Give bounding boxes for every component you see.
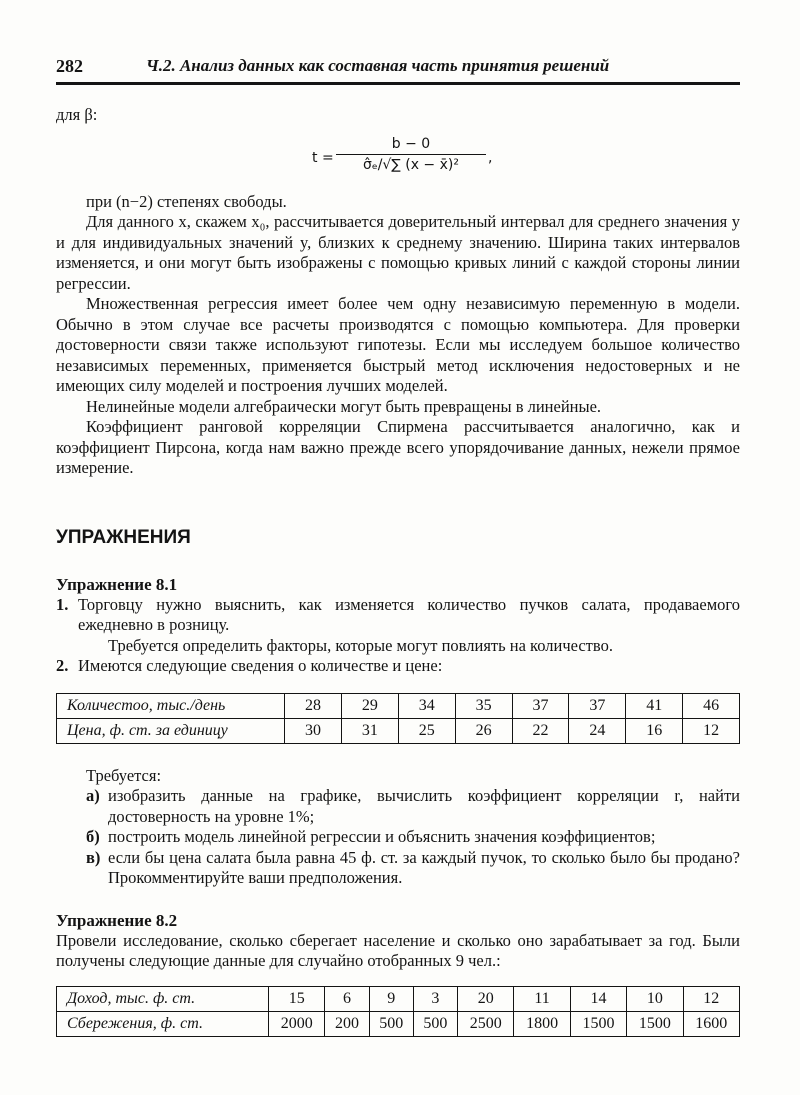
task-marker: в) xyxy=(86,847,101,867)
exercise-8-2-title: Упражнение 8.2 xyxy=(56,910,178,930)
table-cell: 25 xyxy=(398,718,455,743)
formula-denominator: σ̂ₑ/√∑ (x − x̄)² xyxy=(363,156,459,173)
income-savings-table xyxy=(56,986,740,1037)
table-cell: 14 xyxy=(570,986,626,1011)
table-cell: 15 xyxy=(269,986,325,1011)
task-text: построить модель линейной регрессии и объяснить значения коэффициентов; xyxy=(108,827,656,846)
book-page xyxy=(56,52,740,1037)
formula-intro: для β: xyxy=(56,105,98,124)
table-cell: 20 xyxy=(458,986,514,1011)
item-marker: 2. xyxy=(56,656,69,675)
exercise-8-1-item-1-sub xyxy=(56,636,740,657)
paragraph-confidence-interval: Для данного x, скажем x₀, рассчитывается доверительный интервал для среднего значения y и для индивидуальных значений y, близких к среднему значению. Ширина таких интервалов изменяется, и они могут быть изображены с помощью кривых линий с каждой стороны линии регрессии. xyxy=(56,212,740,293)
exercise-8-1-title: Упражнение 8.1 xyxy=(56,574,178,594)
formula-fraction xyxy=(336,136,486,173)
table-cell: 37 xyxy=(569,693,626,718)
paragraph-spearman: Коэффициент ранговой корреляции Спирмена рассчитывается аналогично, как и коэффициент Пирсона, когда нам важно прежде всего упорядочивание данных, нежели прямое измерение. xyxy=(56,417,740,477)
item-marker: 1. xyxy=(56,594,69,614)
table-row xyxy=(57,1011,740,1036)
exercise-8-1-list xyxy=(56,595,740,677)
task-item xyxy=(86,848,740,889)
task-item xyxy=(86,786,740,827)
running-title: Ч.2. Анализ данных как составная часть принятия решений xyxy=(146,56,610,75)
paragraph-multiple-regression: Множественная регрессия имеет более чем одну независимую переменную в модели. Обычно в этом случае все расчеты производятся с помощью компьютера. Для проверки достоверности связи также используют гипотезы. Если мы исследуем большое количество независимых переменных, применяется быстрый метод исключения недостоверных и не имеющих силу моделей и построения лучших моделей. xyxy=(56,294,740,395)
task-item xyxy=(86,827,740,848)
exercise-8-2-text: Провели исследование, сколько сберегает население и сколько оно зарабатывает за год. Были получены следующие данные для случайно отобранных 9 чел.: xyxy=(56,930,740,970)
section-title: УПРАЖНЕНИЯ xyxy=(56,526,191,548)
table-cell: 2500 xyxy=(458,1011,514,1036)
table-cell: 22 xyxy=(512,718,569,743)
table-cell: 26 xyxy=(455,718,512,743)
item-text: Имеются следующие сведения о количестве и цене: xyxy=(78,656,443,675)
table-cell: 28 xyxy=(285,693,342,718)
task-marker: а) xyxy=(86,786,100,805)
quantity-price-table xyxy=(56,693,740,744)
table-cell: 12 xyxy=(683,986,739,1011)
task-text: если бы цена салата была равна 45 ф. ст. за каждый пучок, то сколько было бы продано? Прокомментируйте ваши предположения. xyxy=(108,847,740,887)
table-cell: 1800 xyxy=(514,1011,570,1036)
table-cell: 24 xyxy=(569,718,626,743)
table-cell: 31 xyxy=(341,718,398,743)
formula-comma: , xyxy=(488,149,493,166)
table-cell: 12 xyxy=(683,718,740,743)
table-cell: 1600 xyxy=(683,1011,739,1036)
t-statistic-formula xyxy=(56,126,740,192)
paragraph-nonlinear-models: Нелинейные модели алгебраически могут быть превращены в линейные. xyxy=(86,396,602,416)
formula-lhs: t = xyxy=(312,149,334,166)
table-cell: 11 xyxy=(514,986,570,1011)
table-cell: 30 xyxy=(285,718,342,743)
task-marker: б) xyxy=(86,827,100,846)
row-label: Доход, тыс. ф. ст. xyxy=(57,986,269,1011)
table-cell: 500 xyxy=(413,1011,457,1036)
table-cell: 2000 xyxy=(269,1011,325,1036)
exercise-8-1-item-2 xyxy=(56,656,740,677)
table-cell: 3 xyxy=(413,986,457,1011)
row-label: Цена, ф. ст. за единицу xyxy=(57,718,285,743)
requirement-label: Требуется: xyxy=(86,765,162,785)
table-row xyxy=(57,693,740,718)
table-cell: 1500 xyxy=(627,1011,683,1036)
table-cell: 35 xyxy=(455,693,512,718)
formula-numerator: b − 0 xyxy=(336,136,486,155)
table-row xyxy=(57,986,740,1011)
table-cell: 37 xyxy=(512,693,569,718)
page-number: 282 xyxy=(56,56,83,76)
exercise-8-1-tasks xyxy=(56,786,740,889)
item-subtext: Требуется определить факторы, которые могут повлиять на количество. xyxy=(108,635,613,655)
table-cell: 16 xyxy=(626,718,683,743)
page-header xyxy=(56,52,740,85)
table-cell: 6 xyxy=(325,986,369,1011)
row-label: Сбережения, ф. ст. xyxy=(57,1011,269,1036)
item-text: Торговцу нужно выяснить, как изменяется количество пучков салата, продаваемого ежедневно в розницу. xyxy=(78,594,740,634)
paragraph-degrees-of-freedom: при (n−2) степенях свободы. xyxy=(86,191,287,211)
table-cell: 46 xyxy=(683,693,740,718)
exercise-8-1-item-1 xyxy=(56,595,740,636)
table-row xyxy=(57,718,740,743)
table-cell: 41 xyxy=(626,693,683,718)
table-cell: 200 xyxy=(325,1011,369,1036)
task-text: изобразить данные на графике, вычислить коэффициент корреляции r, найти достоверность на уровне 1%; xyxy=(108,786,740,826)
table-cell: 500 xyxy=(369,1011,413,1036)
table-cell: 10 xyxy=(627,986,683,1011)
table-cell: 29 xyxy=(341,693,398,718)
table-cell: 34 xyxy=(398,693,455,718)
table-cell: 1500 xyxy=(570,1011,626,1036)
row-label: Количестоо, тыс./день xyxy=(57,693,285,718)
table-cell: 9 xyxy=(369,986,413,1011)
